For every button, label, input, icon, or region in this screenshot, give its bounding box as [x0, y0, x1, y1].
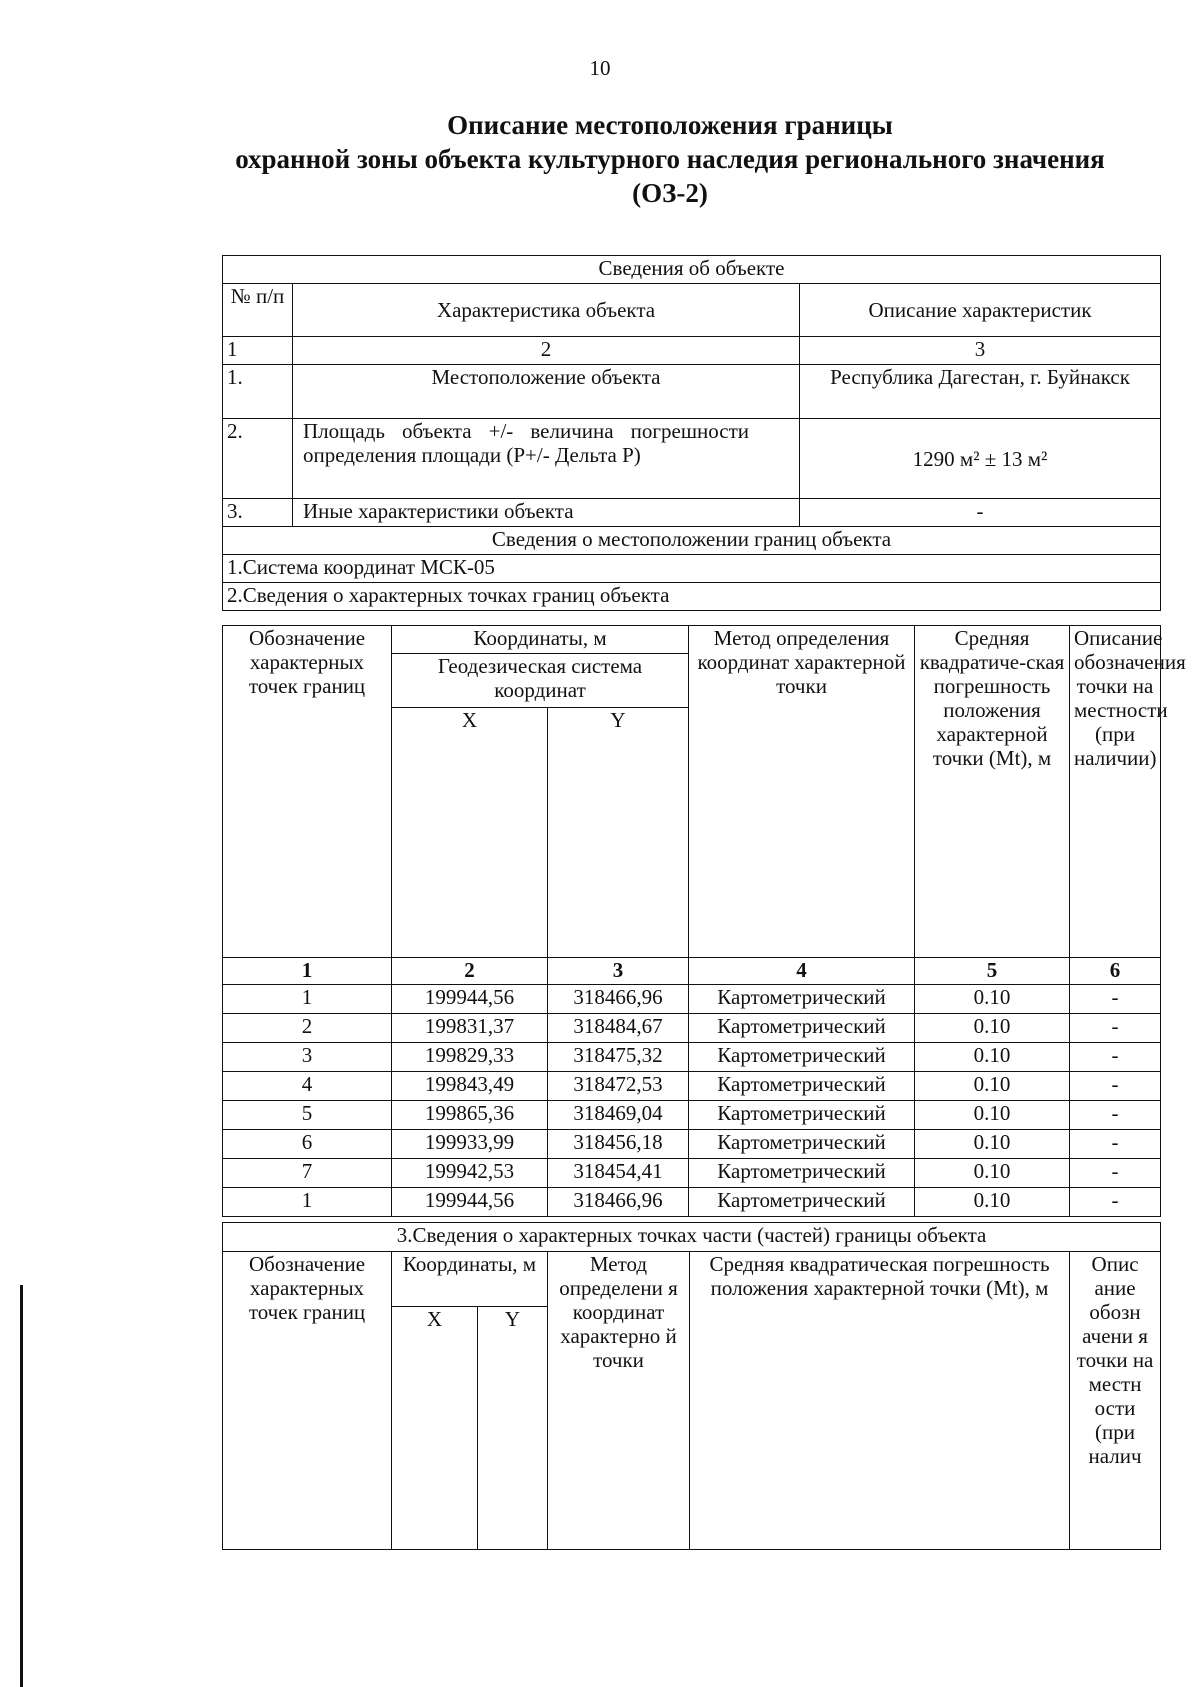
point-desc: -: [1070, 985, 1161, 1014]
point-method: Картометрический: [689, 985, 915, 1014]
point-desc: -: [1070, 1014, 1161, 1043]
point-y: 318466,96: [548, 1188, 689, 1217]
row-characteristic: Площадь объекта +/- величина погрешности определения площади (P+/- Дельта P): [293, 419, 800, 499]
col-number: 2: [392, 958, 548, 985]
header-x: X: [392, 708, 548, 958]
table-row: [223, 985, 1161, 1014]
header-point-description: Описание обозначения точки на местности (при наличии): [1070, 626, 1161, 958]
point-y: 318466,96: [548, 985, 689, 1014]
point-id: 4: [223, 1072, 392, 1101]
col-number: 4: [689, 958, 915, 985]
point-method: Картометрический: [689, 1130, 915, 1159]
header-geodetic-system: Геодезическая система координат: [392, 654, 689, 708]
coordinate-system: 1.Система координат МСК-05: [223, 555, 1161, 583]
point-method: Картометрический: [689, 1101, 915, 1130]
col-number: 3: [548, 958, 689, 985]
point-error: 0.10: [915, 1072, 1070, 1101]
header-point-description: Опис ание обозн ачени я точки на местн ости (при налич: [1070, 1252, 1161, 1550]
point-method: Картометрический: [689, 1043, 915, 1072]
document-title: [200, 108, 1140, 210]
point-x: 199843,49: [392, 1072, 548, 1101]
title-line-1: Описание местоположения границы: [447, 110, 893, 140]
point-id: 2: [223, 1014, 392, 1043]
table-row: [223, 1101, 1161, 1130]
header-description: Описание характеристик: [800, 284, 1161, 337]
header-coordinates: Координаты, м: [392, 626, 689, 654]
row-characteristic: Иные характеристики объекта: [293, 499, 800, 527]
row-num: 2.: [223, 419, 293, 499]
header-y: Y: [548, 708, 689, 958]
header-y: Y: [478, 1307, 548, 1550]
point-error: 0.10: [915, 1101, 1070, 1130]
title-line-3: (ОЗ-2): [632, 178, 708, 208]
row-num: 3.: [223, 499, 293, 527]
point-id: 3: [223, 1043, 392, 1072]
point-desc: -: [1070, 1188, 1161, 1217]
object-info-table: [222, 255, 1161, 611]
header-designation: Обозначение характерных точек границ: [223, 626, 392, 958]
header-error: Средняя квадратическая погрешность положения характерной точки (Mt), м: [690, 1252, 1070, 1550]
point-method: Картометрический: [689, 1188, 915, 1217]
point-desc: -: [1070, 1130, 1161, 1159]
point-x: 199829,33: [392, 1043, 548, 1072]
point-error: 0.10: [915, 1159, 1070, 1188]
col-number: 3: [800, 337, 1161, 365]
location-section-title: Сведения о местоположении границ объекта: [223, 527, 1161, 555]
boundary-points-table: [222, 625, 1186, 1217]
point-method: Картометрический: [689, 1159, 915, 1188]
point-method: Картометрический: [689, 1072, 915, 1101]
point-y: 318484,67: [548, 1014, 689, 1043]
point-error: 0.10: [915, 1014, 1070, 1043]
header-designation: Обозначение характерных точек границ: [223, 1252, 392, 1550]
table-row: [223, 1159, 1161, 1188]
point-y: 318472,53: [548, 1072, 689, 1101]
point-error: 0.10: [915, 1188, 1070, 1217]
point-id: 5: [223, 1101, 392, 1130]
point-id: 1: [223, 985, 392, 1014]
object-info-section-title: Сведения об объекте: [223, 256, 1161, 284]
table-row: [223, 1188, 1161, 1217]
page-number: 10: [589, 56, 611, 80]
col-number: 6: [1070, 958, 1161, 985]
point-y: 318475,32: [548, 1043, 689, 1072]
header-coordinates: Координаты, м: [392, 1252, 548, 1307]
point-desc: -: [1070, 1072, 1161, 1101]
row-characteristic: Местоположение объекта: [293, 365, 800, 419]
point-x: 199944,56: [392, 1188, 548, 1217]
points-section-title: 2.Сведения о характерных точках границ объекта: [223, 583, 1161, 611]
point-x: 199942,53: [392, 1159, 548, 1188]
point-x: 199831,37: [392, 1014, 548, 1043]
point-y: 318469,04: [548, 1101, 689, 1130]
point-id: 1: [223, 1188, 392, 1217]
point-x: 199933,99: [392, 1130, 548, 1159]
row-value: Республика Дагестан, г. Буйнакск: [800, 365, 1161, 419]
point-error: 0.10: [915, 1130, 1070, 1159]
point-y: 318454,41: [548, 1159, 689, 1188]
title-line-2: охранной зоны объекта культурного наследия регионального значения: [235, 144, 1105, 174]
point-x: 199865,36: [392, 1101, 548, 1130]
header-error: Средняя квадратиче-ская погрешность положения характерной точки (Mt), м: [915, 626, 1070, 958]
part-points-section-title: 3.Сведения о характерных точках части (частей) границы объекта: [223, 1223, 1161, 1252]
table-row: [223, 1072, 1161, 1101]
table-row: [223, 1043, 1161, 1072]
row-value: 1290 м² ± 13 м²: [800, 419, 1161, 499]
point-y: 318456,18: [548, 1130, 689, 1159]
table-row: [223, 1130, 1161, 1159]
col-number: 1: [223, 337, 293, 365]
row-num: 1.: [223, 365, 293, 419]
point-id: 6: [223, 1130, 392, 1159]
point-desc: -: [1070, 1159, 1161, 1188]
header-method: Метод определени я координат характерно й точки: [548, 1252, 690, 1550]
col-number: 2: [293, 337, 800, 365]
point-desc: -: [1070, 1101, 1161, 1130]
point-desc: -: [1070, 1043, 1161, 1072]
part-boundary-points-table: [222, 1222, 1161, 1550]
point-error: 0.10: [915, 985, 1070, 1014]
col-number: 1: [223, 958, 392, 985]
scan-edge-line: [20, 1285, 23, 1687]
header-method: Метод определения координат характерной точки: [689, 626, 915, 958]
point-id: 7: [223, 1159, 392, 1188]
row-value: -: [800, 499, 1161, 527]
header-x: X: [392, 1307, 478, 1550]
col-number: 5: [915, 958, 1070, 985]
point-method: Картометрический: [689, 1014, 915, 1043]
point-error: 0.10: [915, 1043, 1070, 1072]
table-row: [223, 1014, 1161, 1043]
point-x: 199944,56: [392, 985, 548, 1014]
header-num: № п/п: [223, 284, 293, 337]
header-characteristic: Характеристика объекта: [293, 284, 800, 337]
